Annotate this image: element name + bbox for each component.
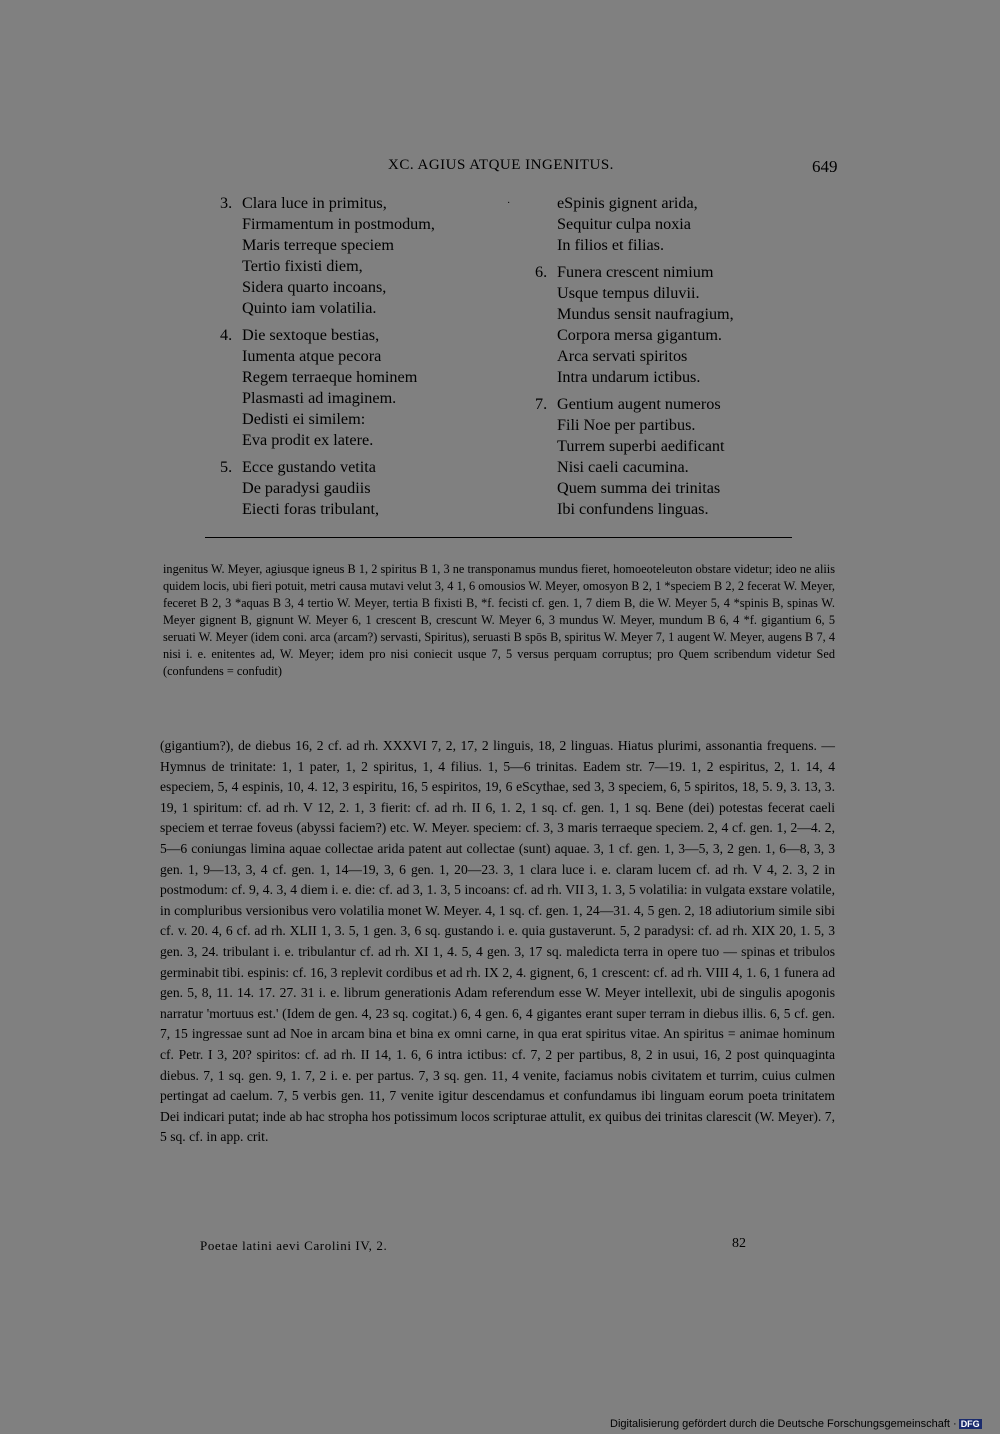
running-title: XC. AGIUS ATQUE INGENITUS. (388, 157, 614, 173)
stanza-5 (220, 457, 510, 520)
stanza-4 (220, 325, 510, 451)
poem-line: Plasmasti ad imaginem. (242, 389, 397, 407)
dfg-logo: DFG (960, 1419, 980, 1429)
stanza-number: 3. (220, 194, 233, 212)
stanza-number: 6. (535, 263, 548, 281)
poem-line: Intra undarum ictibus. (557, 368, 701, 386)
signature-mark: 82 (732, 1236, 746, 1251)
poem-line: Usque tempus diluvii. (557, 284, 700, 302)
poem-right-column (535, 193, 795, 526)
digitization-credit (610, 1418, 982, 1430)
line-text: Clara luce in primitus, (242, 194, 387, 212)
commentary: (gigantium?), de diebus 16, 2 cf. ad rh. XXXVI 7, 2, 17, 2 linguis, 18, 2 linguas. Hiatus plurimi, assonantia frequens. — Hymnus de trinitate: 1, 1 pater, 1, 2 spiritus, 1, 4 filius. 1, 5—6 trinitas. Eadem str. 7—19. 1, 2 espiritus, 2, 1. 14, 4 especiem, 5, 4 espinis, 10, 4. 12, 3 espiritu, 16, 5 espiritos, 19, 6 eScythae, sed 3, 3 speciem, 6, 5 spiritos, 18, 5. 9, 3. 13, 3. 19, 1 spiritum: cf. ad rh. V 12, 2. 1, 3 fierit: cf. ad rh. II 6, 1. 2, 1 sq. cf. gen. 1, 1 sq. Bene (dei) potestas fecerat caeli speciem et terrae foveus (abyssi faciem?) etc. W. Meyer. speciem: cf. 3, 3 maris terraeque speciem. 2, 4 cf. gen. 1, 2—4. 2, 5—6 coniungas limina aquae collectae arida patent aut collectae (sunt) aquae. 3, 1 cf. gen. 1, 3—5, 3, 2 gen. 1, 6—8, 3, 3 gen. 1, 9—13, 3, 4 cf. gen. 1, 14—19, 3, 6 gen. 1, 20—23. 3, 1 clara luce i. e. claram lucem cf. ad rh. V 4, 2. 3, 2 in postmodum: cf. 9, 4. 3, 4 diem i. e. die: cf. ad 3, 1. 3, 5 incoans: cf. ad rh. VII 3, 1. 3, 5 volatilia: in vulgata exstare volatile, in compluribus versionibus vero volatilia monet W. Meyer. 4, 1 sq. cf. gen. 1, 24—31. 4, 5 gen. 2, 18 adiutorium simile sibi cf. v. 20. 4, 6 cf. ad rh. XLII 1, 3. 5, 1 gen. 3, 6 sq. gustando i. e. quia gustaverunt. 5, 2 paradysi: cf. ad rh. XIX 20, 1. 5, 3 gen. 3, 24. tribulant i. e. tribulantur cf. ad rh. XI 1, 4. 5, 4 gen. 3, 17 sq. maledicta terra in opere tuo — spinas et tribulos germinabit tibi. espinis: cf. 16, 3 replevit cordibus et ad rh. IX 2, 4. gignent, 6, 1 crescent: cf. ad rh. VIII 4, 1. 6, 1 funera ad gen. 5, 8, 11. 14. 17. 27. 31 i. e. librum generationis Adam referendum esse W. Meyer intellexit, ubi de singulis apogonis narratur 'mortuus est.' (Idem de gen. 4, 23 sq. cogitat.) 6, 4 gen. 6, 4 gigantes erant super terram in diebus illis. 6, 5 cf. gen. 7, 15 ingressae sunt ad Noe in arcam bina et bina ex omni carne, in qua erat spiritus vitae. An spiritus = animae hominum cf. Petr. I 3, 20? spiritos: cf. ad rh. II 14, 1. 6, 6 intra ictibus: cf. 7, 2 per partibus, 8, 2 in usui, 16, 2 post quinquaginta diebus. 7, 1 sq. gen. 9, 1. 7, 2 i. e. per partus. 7, 3 sq. gen. 11, 4 venite, faciamus nobis civitatem et turrim, cuius culmen pertingat ad caelum. 7, 5 verbis gen. 11, 7 venite igitur descendamus et confundamus ibi linguam eorum poeta trinitatem Dei indicari putat; inde ab hac stropha hos potissimum locos scripturae attulit, ex quibus dei trinitas clarescit (W. Meyer). 7, 5 sq. cf. in app. crit. (160, 738, 835, 1145)
poem-line: Mundus sensit naufragium, (557, 305, 734, 323)
stanza-number: 4. (220, 326, 233, 344)
poem-line: Turrem superbi aedificant (557, 437, 725, 455)
poem-line (535, 394, 795, 415)
decorative-dot: · (507, 198, 511, 209)
poem-line (535, 262, 795, 283)
poem-line: Quinto iam volatilia. (242, 299, 377, 317)
stanza-5-continued (535, 193, 795, 256)
poem-line: Tertio fixisti diem, (242, 257, 363, 275)
poem-line: Ibi confundens linguas. (557, 500, 709, 518)
critical-apparatus: ingenitus W. Meyer, agiusque igneus B 1, 2 spiritus B 1, 3 ne transponamus mundus fieret, homoeoteleuton obstare videtur; ideo ne aliis quidem locis, ubi fieri potuit, metri causa mutavi velut 3, 4 1, 6 omousios W. Meyer, omosyon B 2, 1 *speciem B 2, 2 fecerat W. Meyer, feceret B 2, 3 *aquas B 3, 4 tertio W. Meyer, tertia B fixisti B, *f. fecisti cf. gen. 1, 7 diem B, die W. Meyer 5, 4 *spinis B, spinas W. Meyer gignent B, gignunt W. Meyer 6, 1 crescent B, crescunt W. Meyer 6, 3 mundus W. Meyer, mundum B 6, 4 *f. gigantium 6, 5 seruati W. Meyer (idem coni. arca (arcam?) servasti, Spiritus), seruasti B spōs B, spiritus W. Meyer 7, 1 augent W. Meyer, augens B 7, 4 nisi i. e. enitentes ad, W. Meyer; idem pro nisi coniecit usque 7, 5 versus perquam corruptus; pro Quem scribendum videtur Sed (confundens = confudit) (163, 562, 835, 678)
line-text: Ecce gustando vetita (242, 458, 376, 476)
poem-line: Sequitur culpa noxia (557, 215, 691, 233)
poem-line: Eva prodit ex latere. (242, 431, 374, 449)
poem-line: Dedisti ei similem: (242, 410, 366, 428)
poem-line: Quem summa dei trinitas (557, 479, 721, 497)
poem-line: Sidera quarto incoans, (242, 278, 387, 296)
stanza-7 (535, 394, 795, 520)
poem-line: Regem terraeque hominem (242, 368, 418, 386)
poem-line: Eiecti foras tribulant, (242, 500, 380, 518)
stanza-number: 5. (220, 458, 233, 476)
poem-line: Iumenta atque pecora (242, 347, 382, 365)
poem-line: Fili Noe per partibus. (557, 416, 696, 434)
divider-rule (205, 537, 792, 538)
poem-line (220, 193, 510, 214)
stanza-6 (535, 262, 795, 388)
page-number: 649 (812, 157, 838, 176)
stanza-number: 7. (535, 395, 548, 413)
stanza-3 (220, 193, 510, 319)
line-text: Gentium augent numeros (557, 395, 721, 413)
poem-line: Firmamentum in postmodum, (242, 215, 435, 233)
poem-line (220, 325, 510, 346)
poem-line: eSpinis gignent arida, (557, 194, 698, 212)
line-text: Die sextoque bestias, (242, 326, 380, 344)
poem-line (220, 457, 510, 478)
line-text: Funera crescent nimium (557, 263, 714, 281)
poem-left-column (220, 193, 510, 526)
poem-line: De paradysi gaudiis (242, 479, 371, 497)
poem-line: Nisi caeli cacumina. (557, 458, 689, 476)
poem-line: Maris terreque speciem (242, 236, 394, 254)
poem-line: Corpora mersa gigantum. (557, 326, 722, 344)
poem-line: In filios et filias. (557, 236, 664, 254)
credit-text: Digitalisierung gefördert durch die Deutsche Forschungsgemeinschaft · (610, 1418, 957, 1430)
series-footer: Poetae latini aevi Carolini IV, 2. (200, 1238, 388, 1253)
poem-line: Arca servati spiritos (557, 347, 688, 365)
